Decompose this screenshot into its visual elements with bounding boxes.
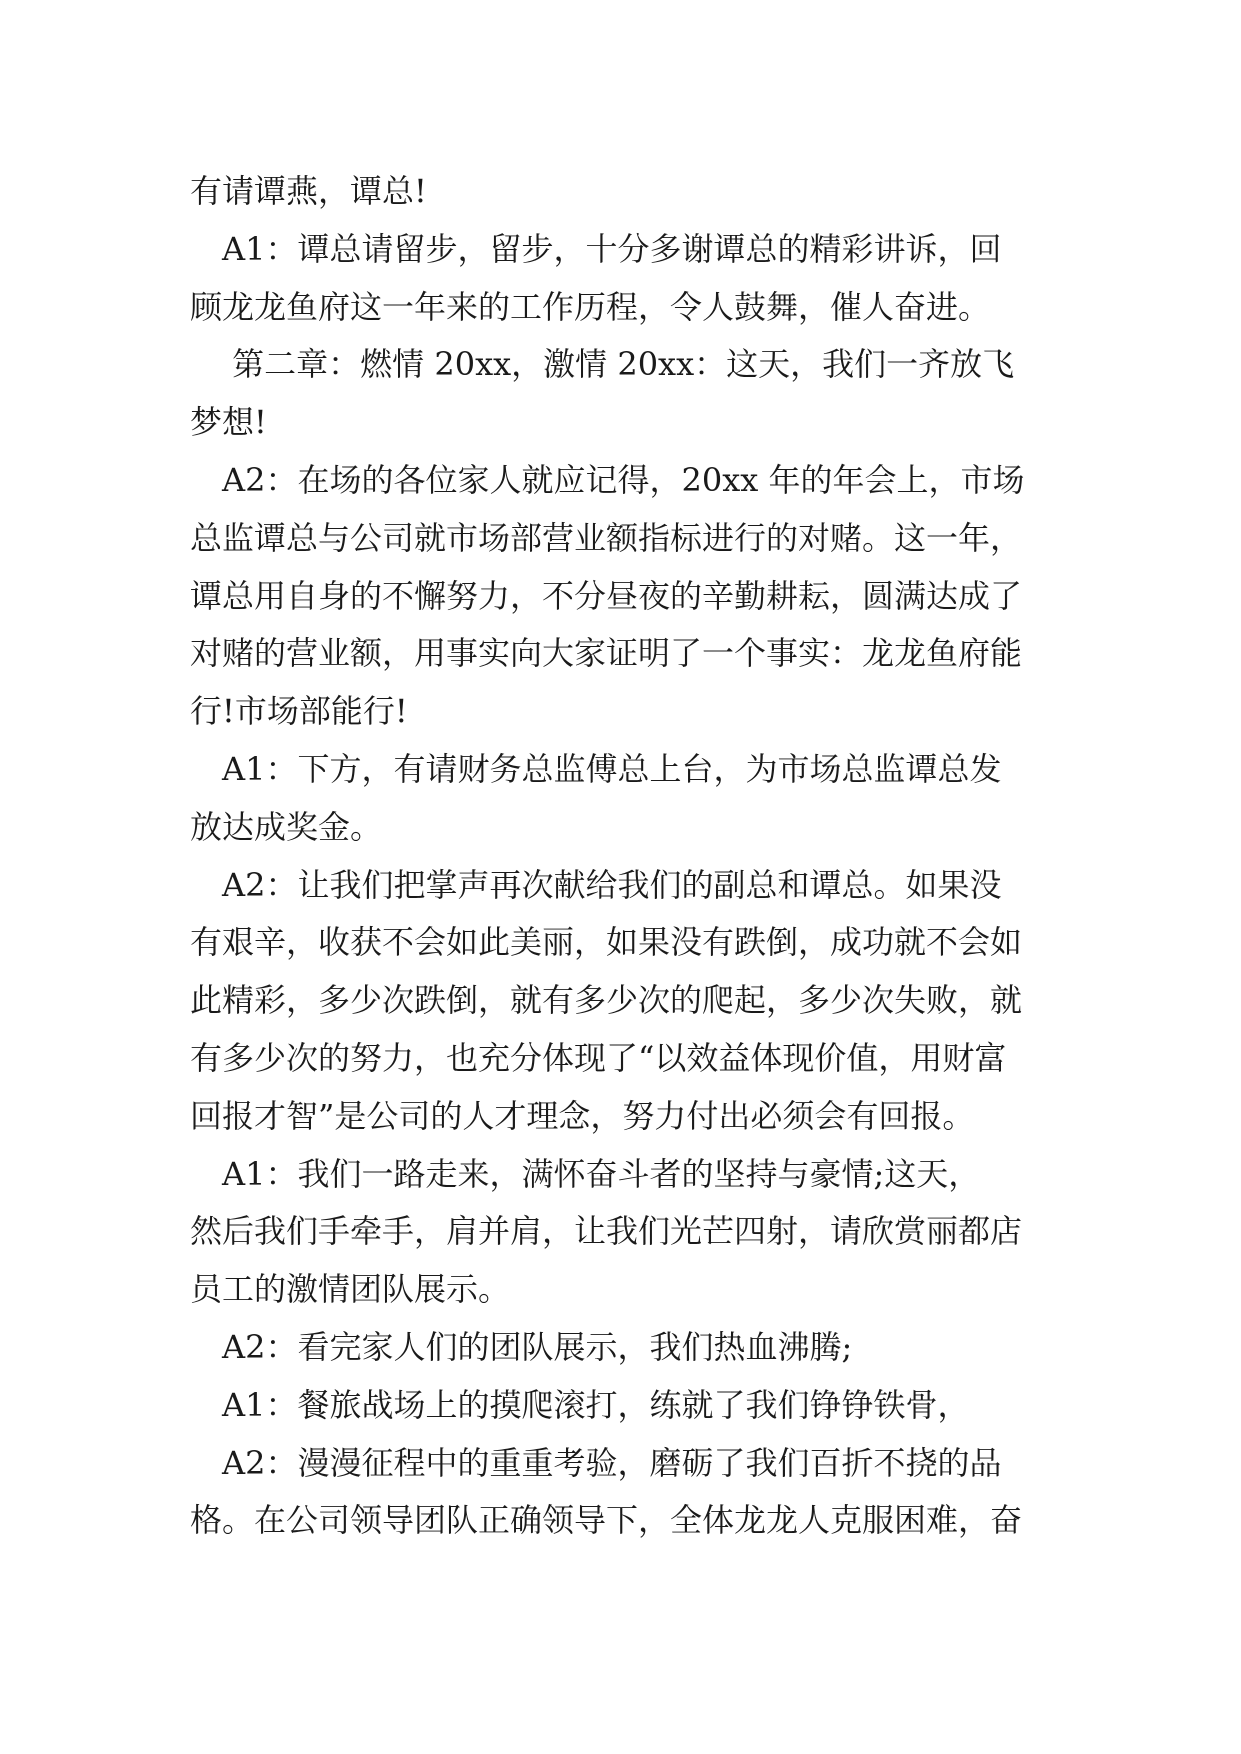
text-line: 第二章：燃情 20xx，激情 20xx：这天，我们一齐放飞 — [190, 345, 1015, 384]
text-line: 员工的激情团队展示。 — [190, 1270, 511, 1309]
text-line: 有请谭燕，谭总! — [190, 172, 427, 210]
text-line: A2：在场的各位家人就应记得，20xx 年的年会上，市场 — [190, 460, 1025, 499]
text-line: 回报才智”是公司的人才理念，努力付出必须会有回报。 — [190, 1096, 975, 1135]
text-line: A2：让我们把掌声再次献给我们的副总和谭总。如果没 — [190, 865, 1002, 904]
text-line: 对赌的营业额，用事实向大家证明了一个事实：龙龙鱼府能 — [190, 634, 1023, 673]
text-line: 梦想! — [190, 403, 267, 442]
text-line: 格。在公司领导团队正确领导下，全体龙龙人克服困难，奋 — [190, 1501, 1023, 1540]
text-line: A1：下方，有请财务总监傅总上台，为市场总监谭总发 — [190, 749, 1002, 788]
text-line: 总监谭总与公司就市场部营业额指标进行的对赌。这一年， — [190, 518, 1023, 557]
text-line: 此精彩，多少次跌倒，就有多少次的爬起，多少次失败，就 — [190, 981, 1023, 1020]
text-line: 放达成奖金。 — [190, 807, 383, 846]
text-line: 行!市场部能行! — [190, 692, 408, 731]
text-line: A2：漫漫征程中的重重考验，磨砺了我们百折不挠的品 — [190, 1443, 1002, 1482]
text-line: 有多少次的努力，也充分体现了“以效益体现价值，用财富 — [190, 1038, 1007, 1077]
text-line: A1：谭总请留步，留步，十分多谢谭总的精彩讲诉，回 — [190, 229, 1002, 268]
text-line: 谭总用自身的不懈努力，不分昼夜的辛勤耕耘，圆满达成了 — [190, 576, 1023, 615]
text-line: A2：看完家人们的团队展示，我们热血沸腾; — [190, 1327, 853, 1366]
text-line: A1：餐旅战场上的摸爬滚打，练就了我们铮铮铁骨， — [190, 1385, 970, 1424]
text-line: A1：我们一路走来，满怀奋斗者的坚持与豪情;这天， — [190, 1154, 981, 1193]
body-text — [190, 163, 1050, 1550]
text-line: 顾龙龙鱼府这一年来的工作历程，令人鼓舞，催人奋进。 — [190, 287, 991, 326]
text-line: 有艰辛，收获不会如此美丽，如果没有跌倒，成功就不会如 — [190, 923, 1023, 962]
text-line: 然后我们手牵手，肩并肩，让我们光芒四射，请欣赏丽都店 — [190, 1212, 1023, 1251]
